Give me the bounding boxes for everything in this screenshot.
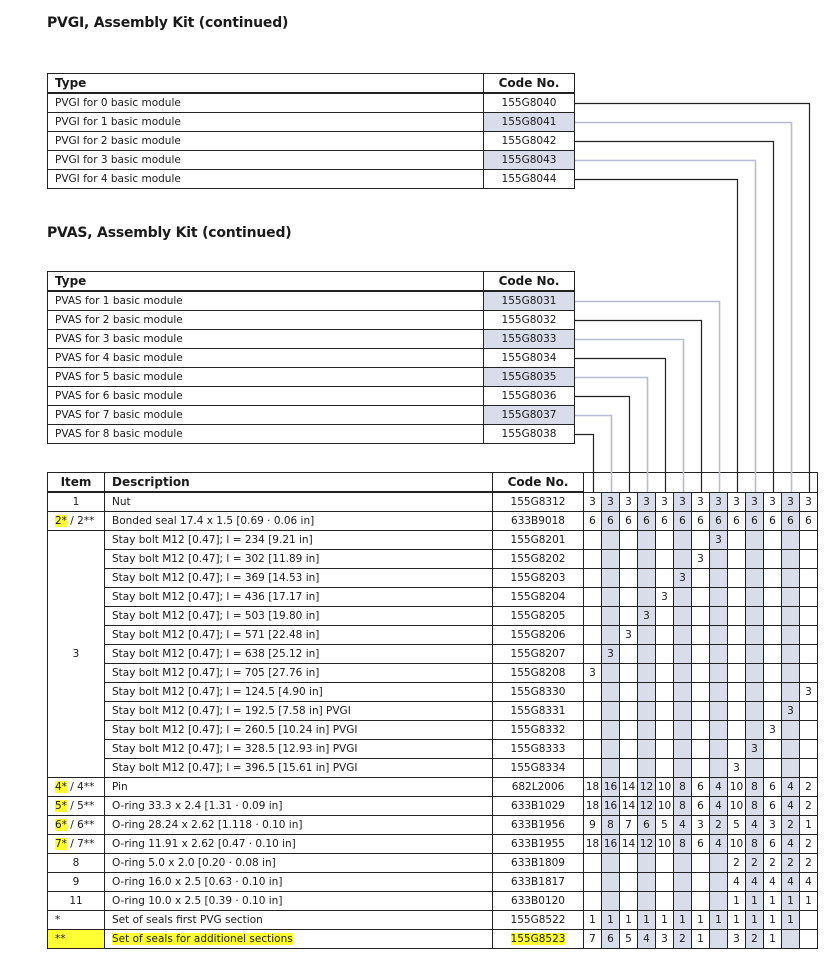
quantity-cell: 6 — [692, 835, 710, 854]
quantity-cell: 6 — [674, 512, 692, 531]
quantity-cell: 8 — [674, 797, 692, 816]
description-text: Set of seals for additionel sections — [112, 933, 293, 945]
quantity-cell: 6 — [764, 512, 782, 531]
quantity-cell: 4 — [782, 778, 800, 797]
item-highlighted-part: 4* — [55, 781, 67, 793]
quantity-cell: 1 — [728, 892, 746, 911]
quantity-cell: 6 — [710, 512, 728, 531]
item-secondary-part: / 6** — [66, 819, 95, 831]
quantity-cell: 8 — [746, 797, 764, 816]
quantity-cell: 8 — [674, 835, 692, 854]
quantity-cell: 6 — [764, 797, 782, 816]
quantity-cell: 8 — [746, 835, 764, 854]
quantity-cell: 1 — [764, 892, 782, 911]
quantity-cell: 3 — [584, 492, 602, 512]
quantity-cell: 1 — [800, 816, 818, 835]
code-cell: 155G8035 — [484, 368, 575, 387]
description-header: Description — [105, 473, 493, 493]
code-cell: 155G8033 — [484, 330, 575, 349]
quantity-cell: 1 — [764, 930, 782, 949]
quantity-cell: 6 — [782, 512, 800, 531]
quantity-cell: 6 — [638, 512, 656, 531]
quantity-cell: 14 — [620, 797, 638, 816]
quantity-cell: 1 — [746, 892, 764, 911]
item-secondary-part: / 4** — [66, 781, 95, 793]
type-cell: PVAS for 1 basic module — [48, 291, 484, 311]
quantity-cell: 6 — [584, 512, 602, 531]
quantity-cell: 4 — [710, 835, 728, 854]
description-text: Stay bolt M12 [0.47]; l = 369 [14.53 in] — [112, 572, 320, 584]
quantity-cell: 2 — [710, 816, 728, 835]
quantity-cell: 10 — [728, 835, 746, 854]
description-text: Stay bolt M12 [0.47]; l = 571 [22.48 in] — [112, 629, 320, 641]
quantity-cell: 3 — [764, 721, 782, 740]
quantity-cell: 6 — [764, 835, 782, 854]
description-text: Bonded seal 17.4 x 1.5 [0.69 · 0.06 in] — [112, 515, 315, 527]
description-text: Stay bolt M12 [0.47]; l = 436 [17.17 in] — [112, 591, 320, 603]
quantity-cell: 2 — [800, 778, 818, 797]
code-cell: 155G8032 — [484, 311, 575, 330]
quantity-cell: 10 — [656, 797, 674, 816]
quantity-cell: 3 — [710, 492, 728, 512]
type-cell: PVAS for 2 basic module — [48, 311, 484, 330]
description-text: Set of seals first PVG section — [112, 914, 263, 926]
quantity-cell: 6 — [602, 930, 620, 949]
code-text: 155G8523 — [510, 933, 566, 945]
description-text: Stay bolt M12 [0.47]; l = 302 [11.89 in] — [112, 553, 320, 565]
type-cell: PVGI for 3 basic module — [48, 151, 484, 170]
quantity-cell: 1 — [692, 911, 710, 930]
quantity-cell: 6 — [764, 778, 782, 797]
quantity-cell: 3 — [800, 492, 818, 512]
quantity-cell: 1 — [728, 911, 746, 930]
quantity-cell: 8 — [602, 816, 620, 835]
quantity-cell: 6 — [800, 512, 818, 531]
code-text: 633B1955 — [511, 838, 565, 850]
quantity-cell: 12 — [638, 797, 656, 816]
quantity-cell: 3 — [620, 626, 638, 645]
quantity-cell: 12 — [638, 778, 656, 797]
quantity-cell: 4 — [764, 873, 782, 892]
description-text: O-ring 16.0 x 2.5 [0.63 · 0.10 in] — [112, 876, 283, 888]
quantity-cell: 5 — [728, 816, 746, 835]
quantity-cell: 4 — [782, 835, 800, 854]
quantity-cell: 3 — [656, 492, 674, 512]
description-text: Stay bolt M12 [0.47]; l = 260.5 [10.24 in] PVGI — [112, 724, 358, 736]
quantity-cell: 5 — [620, 930, 638, 949]
description-text: Stay bolt M12 [0.47]; l = 638 [25.12 in] — [112, 648, 320, 660]
quantity-cell: 3 — [728, 930, 746, 949]
code-text: 633B1956 — [511, 819, 565, 831]
quantity-cell: 2 — [746, 930, 764, 949]
quantity-cell: 2 — [764, 854, 782, 873]
quantity-cell: 3 — [728, 759, 746, 778]
quantity-cell: 4 — [782, 873, 800, 892]
item-highlighted-part: 7* — [55, 838, 67, 850]
quantity-cell: 1 — [656, 911, 674, 930]
item-cell: * — [48, 911, 105, 930]
quantity-cell: 3 — [692, 492, 710, 512]
quantity-cell: 1 — [692, 930, 710, 949]
quantity-cell: 2 — [728, 854, 746, 873]
quantity-cell: 14 — [620, 835, 638, 854]
description-text: O-ring 33.3 x 2.4 [1.31 · 0.09 in] — [112, 800, 283, 812]
description-text: Stay bolt M12 [0.47]; l = 503 [19.80 in] — [112, 610, 320, 622]
code-text: 155G8333 — [510, 743, 566, 755]
quantity-cell: 3 — [800, 683, 818, 702]
code-cell: 155G8034 — [484, 349, 575, 368]
type-cell: PVAS for 5 basic module — [48, 368, 484, 387]
pvas-section-title: PVAS, Assembly Kit (continued) — [47, 225, 292, 241]
quantity-cell: 3 — [728, 492, 746, 512]
item-cell: 9 — [48, 873, 105, 892]
quantity-cell: 3 — [710, 531, 728, 550]
code-text: 155G8331 — [510, 705, 566, 717]
quantity-cell: 2 — [782, 816, 800, 835]
quantity-cell: 1 — [764, 911, 782, 930]
description-text: Stay bolt M12 [0.47]; l = 328.5 [12.93 in] PVGI — [112, 743, 358, 755]
connector-line — [575, 435, 594, 493]
quantity-cell: 8 — [674, 778, 692, 797]
quantity-cell: 3 — [620, 492, 638, 512]
description-text: Pin — [112, 781, 128, 793]
quantity-cell: 16 — [602, 778, 620, 797]
code-header: Code No. — [484, 272, 575, 292]
quantity-cell: 3 — [602, 645, 620, 664]
quantity-cell: 1 — [602, 911, 620, 930]
code-cell: 155G8043 — [484, 151, 575, 170]
connector-line — [575, 180, 738, 493]
quantity-cell: 12 — [638, 835, 656, 854]
code-text: 155G8334 — [510, 762, 566, 774]
code-cell: 155G8044 — [484, 170, 575, 189]
quantity-cell: 1 — [782, 911, 800, 930]
quantity-cell: 1 — [710, 911, 728, 930]
quantity-cell: 3 — [638, 492, 656, 512]
quantity-cell: 6 — [728, 512, 746, 531]
code-cell: 155G8042 — [484, 132, 575, 151]
quantity-cell: 2 — [746, 854, 764, 873]
code-text: 155G8522 — [510, 914, 566, 926]
type-cell: PVAS for 7 basic module — [48, 406, 484, 425]
quantity-cell: 4 — [728, 873, 746, 892]
quantity-cell: 3 — [782, 702, 800, 721]
connector-line — [575, 104, 810, 493]
quantity-cell: 3 — [746, 492, 764, 512]
quantity-cell: 1 — [746, 911, 764, 930]
quantity-cell: 14 — [620, 778, 638, 797]
quantity-cell: 4 — [800, 873, 818, 892]
quantity-cell: 6 — [638, 816, 656, 835]
description-text: Stay bolt M12 [0.47]; l = 234 [9.21 in] — [112, 534, 313, 546]
quantity-cell: 3 — [602, 492, 620, 512]
quantity-cell: 4 — [782, 797, 800, 816]
code-cell: 155G8040 — [484, 93, 575, 113]
description-text: O-ring 5.0 x 2.0 [0.20 · 0.08 in] — [112, 857, 276, 869]
quantity-cell: 1 — [800, 892, 818, 911]
code-text: 633B1029 — [511, 800, 565, 812]
quantity-cell: 18 — [584, 797, 602, 816]
code-text: 633B1817 — [511, 876, 565, 888]
quantity-cell: 4 — [674, 816, 692, 835]
item-secondary-part: / 7** — [66, 838, 95, 850]
code-text: 155G8201 — [510, 534, 566, 546]
code-text: 155G8332 — [510, 724, 566, 736]
description-text: Nut — [112, 496, 131, 508]
quantity-cell: 3 — [764, 816, 782, 835]
description-text: O-ring 10.0 x 2.5 [0.39 · 0.10 in] — [112, 895, 283, 907]
description-text: Stay bolt M12 [0.47]; l = 124.5 [4.90 in] — [112, 686, 323, 698]
connector-line — [575, 142, 774, 493]
description-text: Stay bolt M12 [0.47]; l = 396.5 [15.61 in] PVGI — [112, 762, 358, 774]
code-cell: 155G8041 — [484, 113, 575, 132]
quantity-cell: 3 — [746, 740, 764, 759]
item-cell: ** — [48, 930, 105, 949]
quantity-cell: 3 — [692, 816, 710, 835]
quantity-cell: 6 — [620, 512, 638, 531]
quantity-cell: 1 — [782, 892, 800, 911]
quantity-cell: 4 — [710, 797, 728, 816]
quantity-cell: 8 — [746, 778, 764, 797]
item-cell: 3 — [48, 531, 105, 778]
code-header: Code No. — [484, 74, 575, 94]
item-highlighted-part: 5* — [55, 800, 67, 812]
quantity-cell: 3 — [584, 664, 602, 683]
type-cell: PVAS for 6 basic module — [48, 387, 484, 406]
quantity-cell: 3 — [692, 550, 710, 569]
description-text: O-ring 28.24 x 2.62 [1.118 · 0.10 in] — [112, 819, 303, 831]
quantity-cell: 1 — [674, 911, 692, 930]
type-cell: PVAS for 3 basic module — [48, 330, 484, 349]
quantity-cell: 6 — [692, 778, 710, 797]
description-text: Stay bolt M12 [0.47]; l = 192.5 [7.58 in] PVGI — [112, 705, 351, 717]
quantity-cell: 3 — [782, 492, 800, 512]
type-header: Type — [48, 74, 484, 94]
quantity-cell: 4 — [746, 816, 764, 835]
pvgi-section-title: PVGI, Assembly Kit (continued) — [47, 15, 289, 31]
quantity-cell: 18 — [584, 778, 602, 797]
quantity-cell: 16 — [602, 835, 620, 854]
code-text: 155G8208 — [510, 667, 566, 679]
type-cell: PVAS for 8 basic module — [48, 425, 484, 444]
connector-line — [575, 397, 630, 493]
code-text: 155G8204 — [510, 591, 566, 603]
code-text: 155G8205 — [510, 610, 566, 622]
connector-line — [575, 359, 666, 493]
quantity-cell: 10 — [656, 835, 674, 854]
type-cell: PVGI for 2 basic module — [48, 132, 484, 151]
quantity-cell: 6 — [602, 512, 620, 531]
code-cell: 155G8038 — [484, 425, 575, 444]
quantity-cell: 6 — [692, 512, 710, 531]
code-text: 155G8202 — [510, 553, 566, 565]
description-text: Stay bolt M12 [0.47]; l = 705 [27.76 in] — [112, 667, 320, 679]
item-secondary-part: / 2** — [66, 515, 95, 527]
type-cell: PVGI for 1 basic module — [48, 113, 484, 132]
code-header: Code No. — [493, 473, 584, 493]
quantity-cell: 1 — [620, 911, 638, 930]
type-header: Type — [48, 272, 484, 292]
quantity-cell: 4 — [746, 873, 764, 892]
code-text: 155G8206 — [510, 629, 566, 641]
quantity-cell: 2 — [800, 797, 818, 816]
quantity-cell: 6 — [692, 797, 710, 816]
quantity-cell: 7 — [584, 930, 602, 949]
code-text: 155G8207 — [510, 648, 566, 660]
code-cell: 155G8031 — [484, 291, 575, 311]
quantity-cell: 4 — [638, 930, 656, 949]
quantity-cell: 2 — [800, 854, 818, 873]
quantity-cell: 2 — [674, 930, 692, 949]
item-cell: 8 — [48, 854, 105, 873]
type-cell: PVAS for 4 basic module — [48, 349, 484, 368]
quantity-cell: 1 — [584, 911, 602, 930]
quantity-cell: 10 — [728, 778, 746, 797]
quantity-cell: 2 — [800, 835, 818, 854]
code-text: 682L2006 — [511, 781, 565, 793]
quantity-cell: 2 — [782, 854, 800, 873]
quantity-cell: 3 — [764, 492, 782, 512]
quantity-cell: 4 — [710, 778, 728, 797]
quantity-cell: 16 — [602, 797, 620, 816]
type-cell: PVGI for 0 basic module — [48, 93, 484, 113]
code-text: 633B9018 — [511, 515, 565, 527]
quantity-cell: 3 — [674, 569, 692, 588]
item-header: Item — [48, 473, 105, 493]
item-highlighted-part: 2* — [55, 515, 67, 527]
code-text: 155G8312 — [510, 496, 566, 508]
code-text: 633B0120 — [511, 895, 565, 907]
quantity-cell: 9 — [584, 816, 602, 835]
type-cell: PVGI for 4 basic module — [48, 170, 484, 189]
quantity-cell: 10 — [656, 778, 674, 797]
code-cell: 155G8037 — [484, 406, 575, 425]
item-highlighted-part: 6* — [55, 819, 67, 831]
quantity-cell: 10 — [728, 797, 746, 816]
quantity-cell: 18 — [584, 835, 602, 854]
code-text: 155G8203 — [510, 572, 566, 584]
item-cell: 1 — [48, 492, 105, 512]
item-secondary-part: / 5** — [66, 800, 95, 812]
item-cell: 11 — [48, 892, 105, 911]
quantity-cell: 3 — [656, 930, 674, 949]
quantity-cell: 7 — [620, 816, 638, 835]
quantity-cell: 3 — [638, 607, 656, 626]
quantity-cell: 3 — [674, 492, 692, 512]
quantity-cell: 1 — [638, 911, 656, 930]
quantity-cell: 5 — [656, 816, 674, 835]
quantity-cell: 6 — [656, 512, 674, 531]
code-text: 155G8330 — [510, 686, 566, 698]
description-text: O-ring 11.91 x 2.62 [0.47 · 0.10 in] — [112, 838, 296, 850]
code-cell: 155G8036 — [484, 387, 575, 406]
code-text: 633B1809 — [511, 857, 565, 869]
quantity-cell: 6 — [746, 512, 764, 531]
quantity-cell: 3 — [656, 588, 674, 607]
